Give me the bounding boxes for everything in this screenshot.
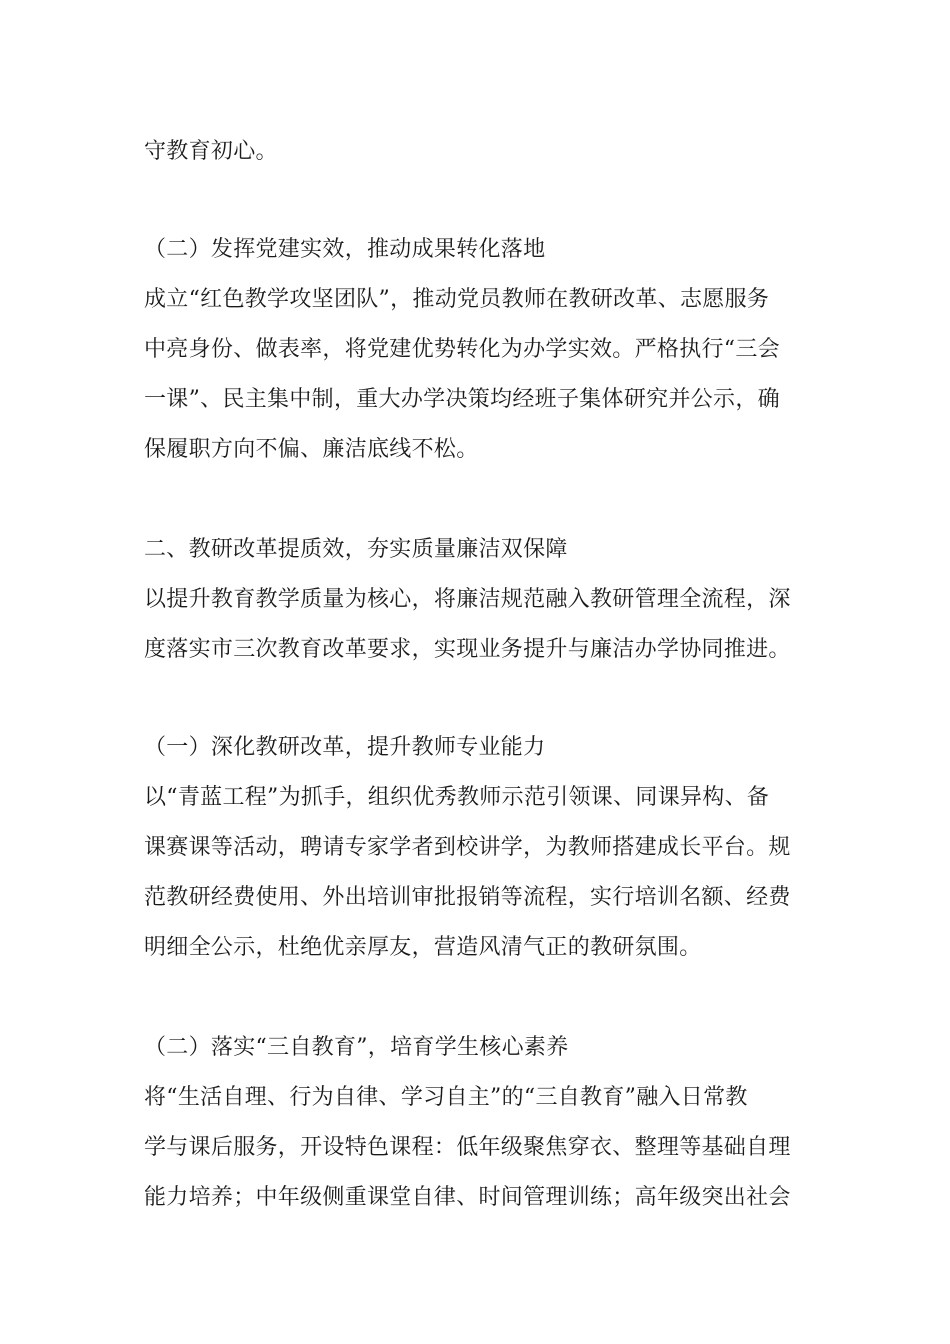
paragraph-line: 守教育初心。 [144, 139, 278, 164]
section-heading: 二、教研改革提质效，夯实质量廉洁双保障 [144, 537, 568, 562]
paragraph-line: 学与课后服务，开设特色课程：低年级聚焦穿衣、整理等基础自理 [144, 1135, 791, 1160]
paragraph-line: 一课”、民主集中制，重大办学决策均经班子集体研究并公示，确 [144, 387, 780, 412]
section-heading: （二）发挥党建实效，推动成果转化落地 [144, 237, 546, 262]
paragraph-line: 能力培养；中年级侧重课堂自律、时间管理训练；高年级突出社会 [144, 1185, 791, 1210]
paragraph-line: 度落实市三次教育改革要求，实现业务提升与廉洁办学协同推进。 [144, 637, 791, 662]
paragraph-line: 课赛课等活动，聘请专家学者到校讲学，为教师搭建成长平台。规 [144, 835, 791, 860]
paragraph-line: 范教研经费使用、外出培训审批报销等流程，实行培训名额、经费 [144, 885, 791, 910]
paragraph-line: 以“青蓝工程”为抓手，组织优秀教师示范引领课、同课异构、备 [144, 785, 770, 810]
section-heading: （一）深化教研改革，提升教师专业能力 [144, 735, 546, 760]
paragraph-line: 保履职方向不偏、廉洁底线不松。 [144, 437, 479, 462]
paragraph-line: 成立“红色教学攻坚团队”，推动党员教师在教研改革、志愿服务 [144, 287, 770, 312]
paragraph-line: 将“生活自理、行为自律、学习自主”的“三自教育”融入日常教 [144, 1085, 748, 1110]
paragraph-line: 中亮身份、做表率，将党建优势转化为办学实效。严格执行“三会 [144, 337, 780, 362]
section-heading: （二）落实“三自教育”，培育学生核心素养 [144, 1035, 569, 1060]
paragraph-line: 明细全公示，杜绝优亲厚友，营造风清气正的教研氛围。 [144, 935, 702, 960]
paragraph-line: 以提升教育教学质量为核心，将廉洁规范融入教研管理全流程，深 [144, 587, 791, 612]
